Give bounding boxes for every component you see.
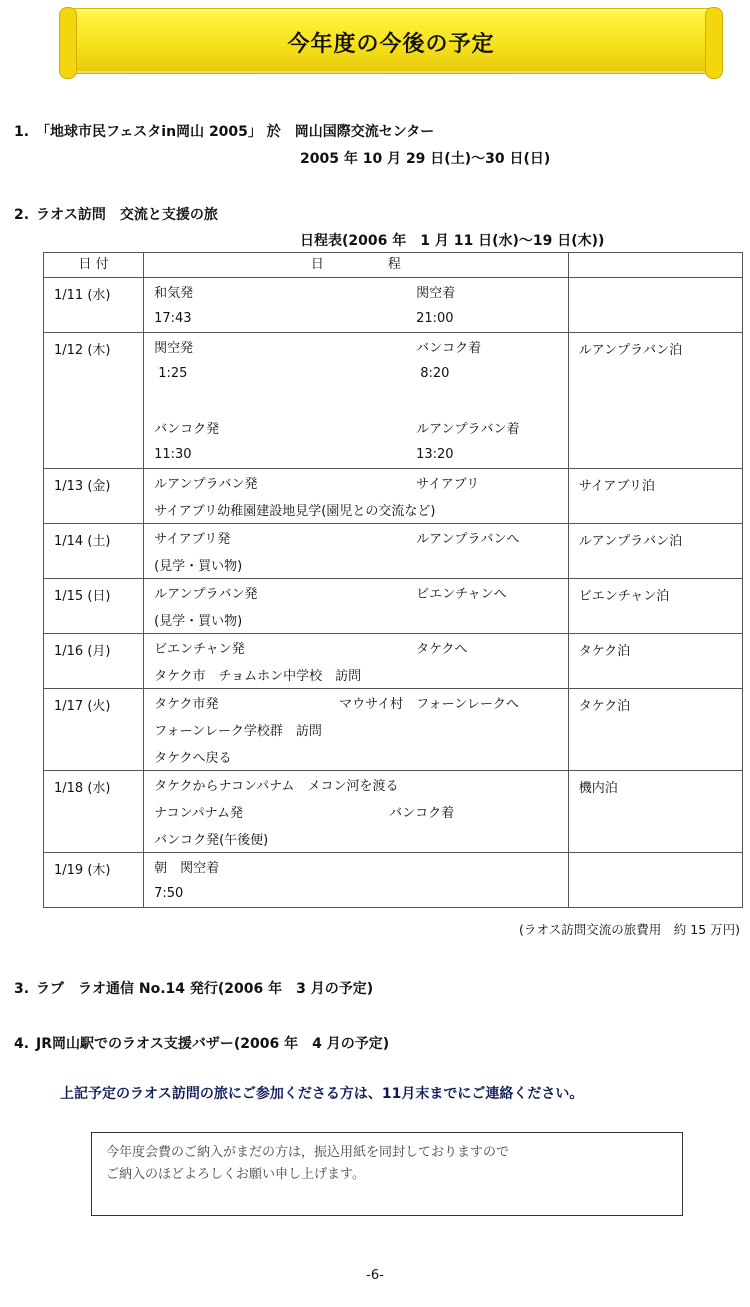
row-date: 1/15 (日) bbox=[44, 579, 144, 634]
header-date: 日 付 bbox=[44, 253, 144, 278]
row-program bbox=[144, 333, 569, 469]
row-date: 1/13 (金) bbox=[44, 469, 144, 524]
program-time: 7:50 bbox=[154, 886, 184, 901]
program-text: ルアンプラバンへ bbox=[416, 532, 520, 547]
program-text: 関空着 bbox=[416, 286, 456, 301]
header-program-char-2: 程 bbox=[387, 257, 401, 272]
program-time: 17:43 bbox=[154, 311, 192, 326]
cost-note: (ラオス訪問交流の旅費用 約 15 万円) bbox=[519, 922, 740, 937]
item-text: ラオス訪問 交流と支援の旅 bbox=[36, 207, 218, 223]
program-text: ビエンチャンへ bbox=[416, 587, 507, 602]
row-program bbox=[144, 469, 569, 524]
row-date: 1/14 (土) bbox=[44, 524, 144, 579]
table-row bbox=[44, 524, 743, 579]
program-text: バンコク発 bbox=[154, 422, 220, 437]
fee-notice-box bbox=[91, 1132, 683, 1216]
header-program-char-1: 日 bbox=[310, 257, 324, 272]
table-header-row bbox=[44, 253, 743, 278]
program-text: フォーンレーク学校群 訪問 bbox=[154, 724, 322, 739]
row-stay: ルアンプラバン泊 bbox=[568, 524, 742, 579]
row-date: 1/16 (月) bbox=[44, 634, 144, 689]
notice-text: 上記予定のラオス訪問の旅にご参加くださる方は、11月末までにご連絡ください。 bbox=[60, 1086, 584, 1102]
row-date: 1/19 (木) bbox=[44, 853, 144, 908]
row-program bbox=[144, 689, 569, 771]
program-text: (見学・買い物) bbox=[154, 559, 243, 574]
item-text: 「地球市民フェスタin岡山 2005」 於 岡山国際交流センター bbox=[36, 124, 435, 140]
row-date: 1/17 (火) bbox=[44, 689, 144, 771]
schedule-title: 日程表(2006 年 1 月 11 日(水)～19 日(木)) bbox=[300, 233, 605, 249]
row-program bbox=[144, 634, 569, 689]
program-text: タケク市 チョムホン中学校 訪問 bbox=[154, 669, 362, 684]
row-stay: 機内泊 bbox=[568, 771, 742, 853]
table-row bbox=[44, 771, 743, 853]
row-stay: タケク泊 bbox=[568, 689, 742, 771]
program-text: マウサイ村 フォーンレークへ bbox=[339, 697, 519, 712]
program-time: 21:00 bbox=[416, 311, 454, 326]
row-program bbox=[144, 278, 569, 333]
program-time: 8:20 bbox=[416, 366, 450, 381]
row-date: 1/11 (水) bbox=[44, 278, 144, 333]
schedule-table bbox=[43, 252, 743, 908]
program-text: 関空発 bbox=[154, 341, 194, 356]
item-1-date: 2005 年 10 月 29 日(土)～30 日(日) bbox=[300, 151, 551, 167]
program-text: タケク市発 bbox=[154, 697, 219, 712]
row-program bbox=[144, 853, 569, 908]
page-number: -6- bbox=[366, 1268, 384, 1283]
program-time: 11:30 bbox=[154, 447, 192, 462]
program-text: サイアブリ発 bbox=[154, 532, 231, 547]
item-2 bbox=[14, 204, 218, 224]
item-number: 2. bbox=[14, 207, 30, 223]
row-program bbox=[144, 771, 569, 853]
program-text: (見学・買い物) bbox=[154, 614, 243, 629]
item-number: 3. bbox=[14, 981, 30, 997]
item-number: 4. bbox=[14, 1036, 30, 1052]
header-program bbox=[144, 253, 569, 278]
row-stay bbox=[568, 278, 742, 333]
row-stay bbox=[568, 853, 742, 908]
table-row bbox=[44, 278, 743, 333]
title-banner bbox=[64, 8, 718, 74]
program-text: タケクへ bbox=[416, 642, 468, 657]
table-row bbox=[44, 689, 743, 771]
program-text: タケクへ戻る bbox=[154, 751, 232, 766]
program-text: 和気発 bbox=[154, 286, 194, 301]
fee-notice-line-2: ご納入のほどよろしくお願い申し上げます。 bbox=[106, 1167, 365, 1182]
program-text: バンコク発(午後便) bbox=[154, 833, 269, 848]
program-text: ルアンプラバン発 bbox=[154, 587, 258, 602]
page-title: 今年度の今後の予定 bbox=[287, 32, 495, 57]
program-text: ルアンプラバン着 bbox=[416, 422, 520, 437]
item-4 bbox=[14, 1033, 389, 1053]
table-row bbox=[44, 333, 743, 469]
program-text: バンコク着 bbox=[389, 806, 455, 821]
item-text: ラブ ラオ通信 No.14 発行(2006 年 3 月の予定) bbox=[36, 981, 374, 997]
table-row bbox=[44, 579, 743, 634]
row-stay: タケク泊 bbox=[568, 634, 742, 689]
program-text: 朝 関空着 bbox=[154, 861, 220, 876]
item-1 bbox=[14, 121, 434, 141]
fee-notice-line-1: 今年度会費のご納入がまだの方は，振込用紙を同封しておりますので bbox=[106, 1145, 510, 1160]
row-date: 1/12 (木) bbox=[44, 333, 144, 469]
program-time: 13:20 bbox=[416, 447, 454, 462]
row-stay: ルアンプラバン泊 bbox=[568, 333, 742, 469]
program-text: ルアンプラバン発 bbox=[154, 477, 258, 492]
header-stay bbox=[568, 253, 742, 278]
program-text: ビエンチャン発 bbox=[154, 642, 245, 657]
item-3 bbox=[14, 978, 373, 998]
program-time: 1:25 bbox=[154, 366, 188, 381]
program-text: サイアブリ幼稚園建設地見学(園児との交流など) bbox=[154, 504, 436, 519]
table-row bbox=[44, 469, 743, 524]
row-program bbox=[144, 524, 569, 579]
row-stay: サイアブリ泊 bbox=[568, 469, 742, 524]
table-row bbox=[44, 853, 743, 908]
row-stay: ビエンチャン泊 bbox=[568, 579, 742, 634]
item-number: 1. bbox=[14, 124, 30, 140]
program-text: サイアブリ bbox=[416, 477, 480, 492]
row-date: 1/18 (水) bbox=[44, 771, 144, 853]
item-text: JR岡山駅でのラオス支援バザー(2006 年 4 月の予定) bbox=[36, 1036, 390, 1052]
program-text: ナコンパナム発 bbox=[154, 806, 243, 821]
row-program bbox=[144, 579, 569, 634]
program-text: バンコク着 bbox=[416, 341, 482, 356]
program-text: タケクからナコンパナム メコン河を渡る bbox=[154, 779, 399, 794]
table-row bbox=[44, 634, 743, 689]
